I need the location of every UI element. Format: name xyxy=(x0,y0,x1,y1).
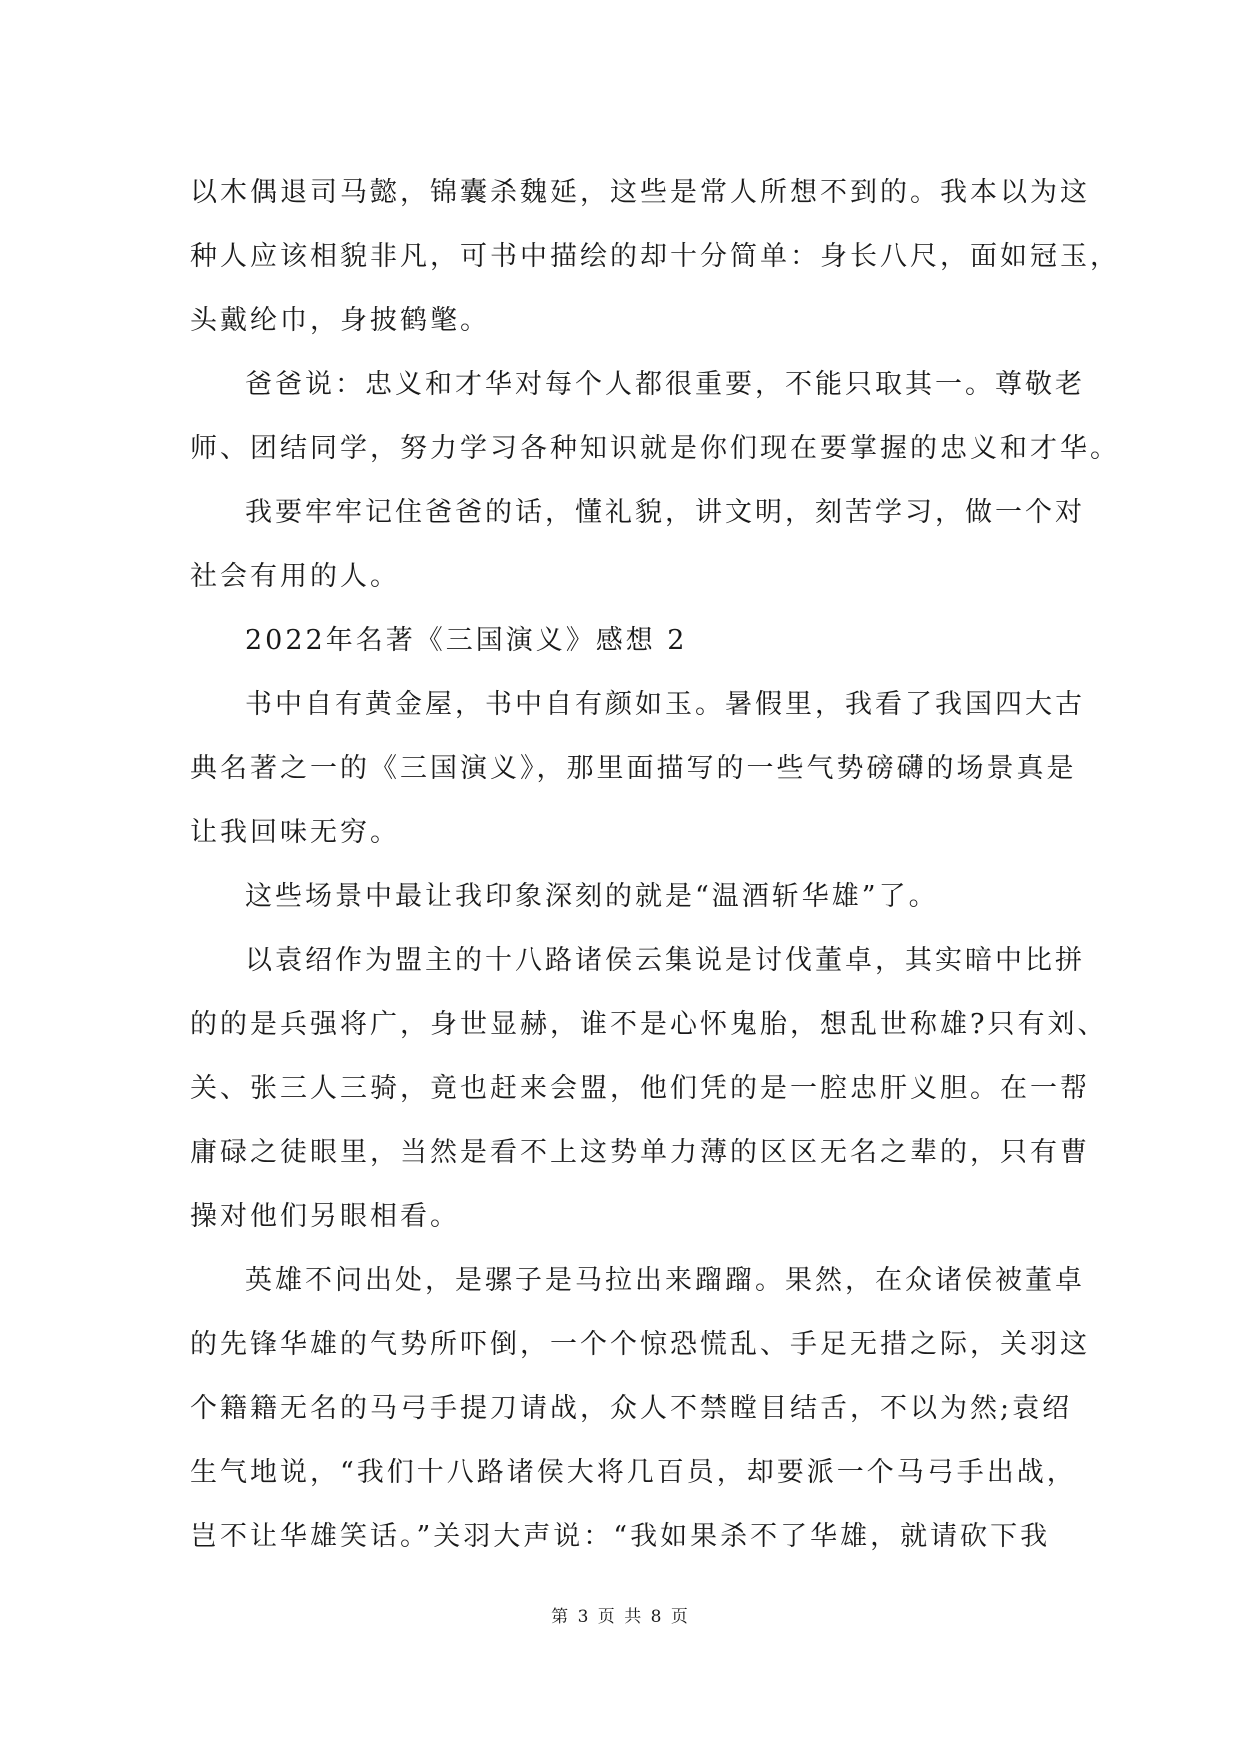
text-line: 师、团结同学，努力学习各种知识就是你们现在要掌握的忠义和才华。 xyxy=(190,433,1120,464)
text-line: 我要牢牢记住爸爸的话，懂礼貌，讲文明，刻苦学习，做一个对 xyxy=(245,497,1085,528)
page-number: 第 3 页 共 8 页 xyxy=(551,1607,690,1627)
text-line: 典名著之一的《三国演义》，那里面描写的一些气势磅礴的场景真是 xyxy=(190,753,1077,784)
section-heading: 2022年名著《三国演义》感想 2 xyxy=(245,625,688,656)
text-line: 社会有用的人。 xyxy=(190,561,400,592)
text-line: 操对他们另眼相看。 xyxy=(190,1201,460,1232)
text-line: 以袁绍作为盟主的十八路诸侯云集说是讨伐董卓，其实暗中比拼 xyxy=(245,945,1085,976)
text-line: 生气地说，“我们十八路诸侯大将几百员，却要派一个马弓手出战， xyxy=(190,1457,1077,1488)
text-line: 英雄不问出处，是骡子是马拉出来蹓蹓。果然，在众诸侯被董卓 xyxy=(245,1265,1085,1296)
text-line: 关、张三人三骑，竟也赶来会盟，他们凭的是一腔忠肝义胆。在一帮 xyxy=(190,1073,1090,1104)
text-line: 个籍籍无名的马弓手提刀请战，众人不禁瞠目结舌，不以为然;袁绍 xyxy=(190,1393,1073,1424)
text-line: 这些场景中最让我印象深刻的就是“温酒斩华雄”了。 xyxy=(245,881,939,912)
text-line: 以木偶退司马懿，锦囊杀魏延，这些是常人所想不到的。我本以为这 xyxy=(190,177,1090,208)
text-line: 爸爸说：忠义和才华对每个人都很重要，不能只取其一。尊敬老 xyxy=(245,369,1085,400)
document-body xyxy=(190,161,1120,1569)
text-line: 的的是兵强将广，身世显赫，谁不是心怀鬼胎，想乱世称雄?只有刘、 xyxy=(190,1009,1108,1040)
text-line: 头戴纶巾，身披鹤氅。 xyxy=(190,305,490,336)
page-footer xyxy=(0,1602,1241,1627)
text-line: 庸碌之徒眼里，当然是看不上这势单力薄的区区无名之辈的，只有曹 xyxy=(190,1137,1090,1168)
text-line: 让我回味无穷。 xyxy=(190,817,400,848)
text-line: 书中自有黄金屋，书中自有颜如玉。暑假里，我看了我国四大古 xyxy=(245,689,1085,720)
text-line: 种人应该相貌非凡，可书中描绘的却十分简单：身长八尺，面如冠玉， xyxy=(190,241,1120,272)
text-line: 的先锋华雄的气势所吓倒，一个个惊恐慌乱、手足无措之际，关羽这 xyxy=(190,1329,1090,1360)
text-line: 岂不让华雄笑话。”关羽大声说：“我如果杀不了华雄，就请砍下我 xyxy=(190,1521,1051,1552)
